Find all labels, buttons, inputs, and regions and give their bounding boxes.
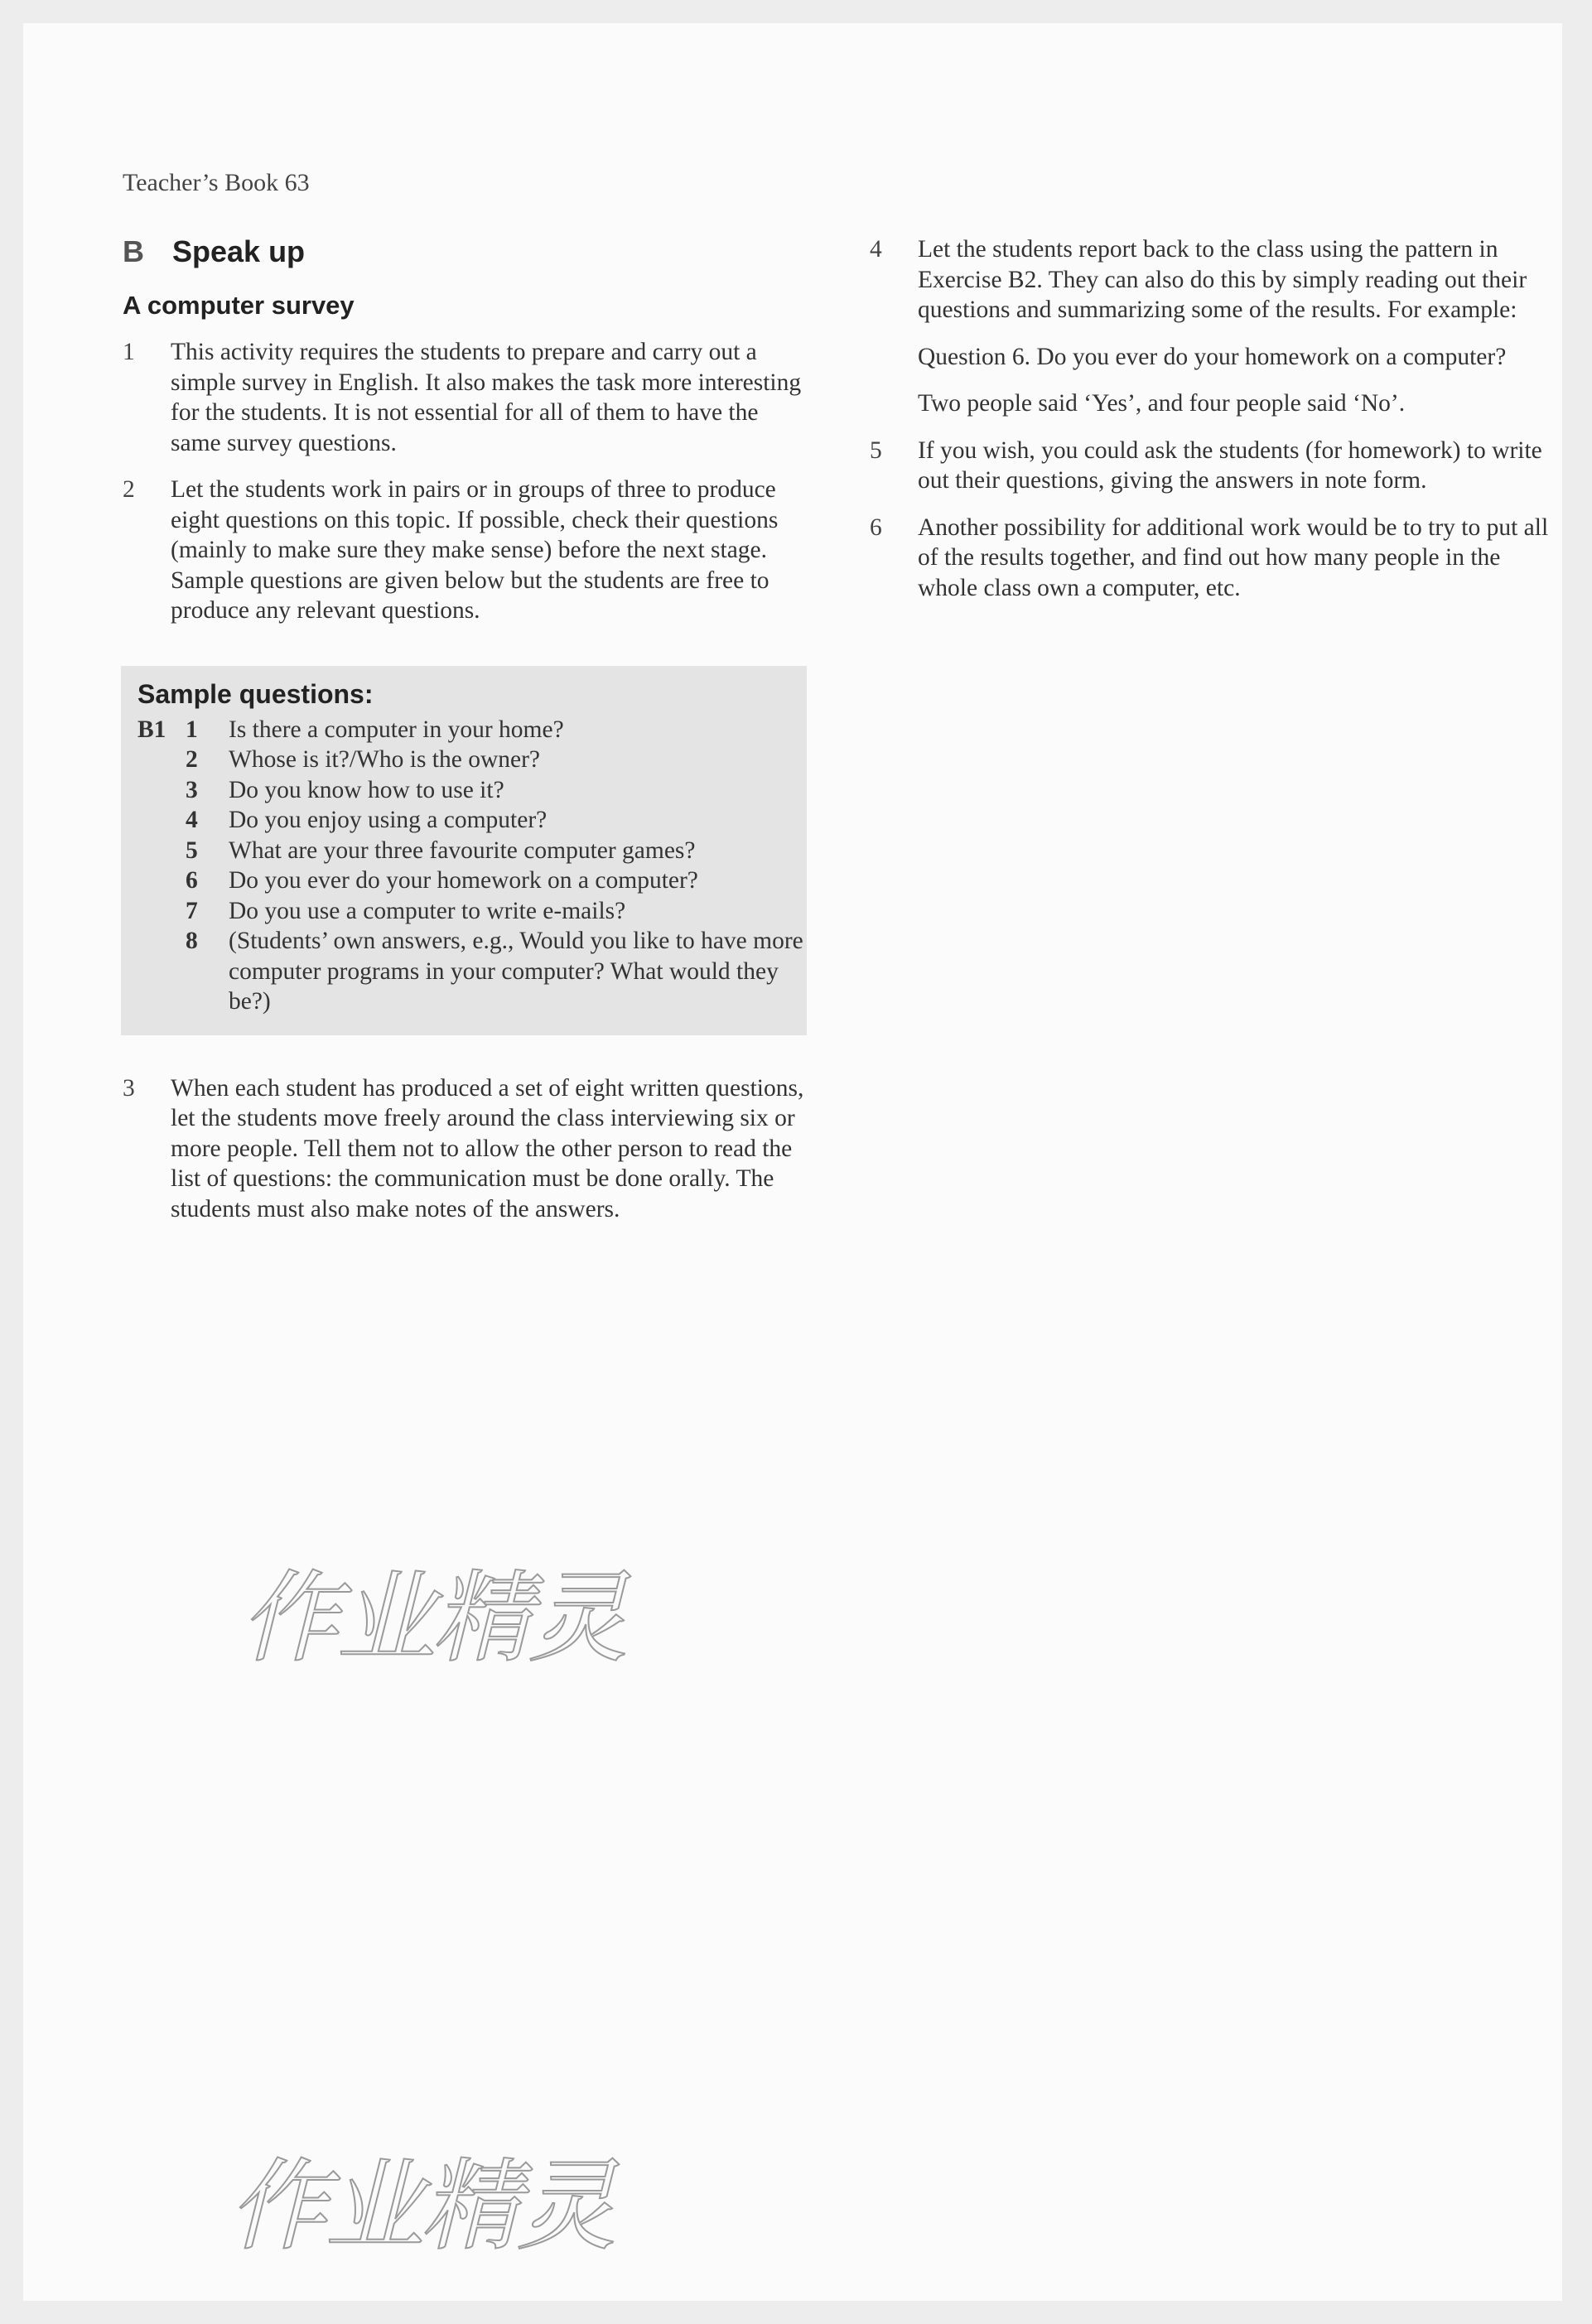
item-number: 6: [870, 513, 882, 541]
section-title: Speak up: [172, 234, 306, 268]
sample-title: Sample questions:: [137, 678, 374, 709]
item-text: Another possibility for additional work would be to try to put all of the results together, and find out how many people in the whole class own a computer, etc.: [918, 513, 1549, 601]
question-number: 7: [186, 897, 198, 924]
question-number: 1: [186, 716, 198, 743]
sample-question: [137, 745, 807, 775]
right-column: [870, 234, 1557, 620]
question-number: 3: [186, 776, 198, 803]
page: [23, 23, 1562, 2301]
section-letter: B: [123, 234, 144, 268]
question-text: Do you know how to use it?: [229, 776, 504, 803]
question-text: Do you use a computer to write e-mails?: [229, 897, 626, 924]
example-answer: Two people said ‘Yes’, and four people said ‘No’.: [918, 390, 1406, 417]
item-text: When each student has produced a set of eight written questions, let the students move freely around the class interviewing six or more people. Tell them not to allow the other person to read the list of questions: the communication must be done orally. The students must also make notes of the answers.: [171, 1074, 804, 1222]
question-number: 2: [186, 746, 198, 773]
sample-question: [137, 896, 807, 927]
list-item: [870, 234, 1557, 325]
list-item: [870, 513, 1557, 604]
list-item: [123, 1073, 810, 1225]
question-text: What are your three favourite computer games?: [229, 837, 696, 864]
section-heading: [123, 234, 810, 269]
list-item: [123, 337, 810, 458]
list-item: [123, 475, 810, 626]
item-number: 2: [123, 476, 135, 503]
sample-question: [137, 926, 807, 1017]
item-text: If you wish, you could ask the students (for homework) to write out their questions, giving the answers in note form.: [918, 436, 1542, 494]
item-number: 4: [870, 236, 882, 263]
sample-question: [137, 865, 807, 896]
sample-questions-box: [121, 666, 807, 1035]
exercise-label: B1: [137, 716, 166, 743]
question-text: Whose is it?/Who is the owner?: [229, 746, 541, 773]
watermark: 作业精灵: [240, 1561, 625, 1676]
example-question: Question 6. Do you ever do your homework on a computer?: [918, 343, 1507, 370]
watermark: 作业精灵: [229, 2149, 613, 2264]
sample-question: [137, 836, 807, 866]
item-number: 3: [123, 1074, 135, 1102]
item-number: 5: [870, 436, 882, 464]
sample-question: [137, 775, 807, 806]
question-text: Do you ever do your homework on a computer?: [229, 867, 698, 894]
subsection-title: A computer survey: [123, 291, 355, 320]
question-text: Is there a computer in your home?: [229, 716, 564, 743]
item-text: Let the students work in pairs or in groups of three to produce eight questions on this topic. If possible, check their questions (mainly to make sure they make sense) before the next stage. Sample questions are given below but the students are free to produce any relevant questions.: [171, 476, 779, 624]
item-number: 1: [123, 339, 135, 365]
question-number: 4: [186, 807, 198, 833]
sample-question: [137, 715, 807, 745]
list-item: [870, 436, 1557, 496]
question-number: 8: [186, 928, 198, 954]
question-number: 5: [186, 837, 198, 864]
question-number: 6: [186, 867, 198, 894]
question-text: Do you enjoy using a computer?: [229, 807, 548, 833]
left-column: [123, 234, 810, 1241]
running-header: Teacher’s Book 63: [123, 169, 310, 196]
sample-question: [137, 805, 807, 836]
question-text: (Students’ own answers, e.g., Would you like to have more computer programs in your computer? What would they be?): [229, 928, 803, 1015]
item-text: Let the students report back to the class using the pattern in Exercise B2. They can also do this by simply reading out their questions and summarizing some of the results. For example:: [918, 236, 1527, 323]
item-text: This activity requires the students to prepare and carry out a simple survey in English. It also makes the task more interesting for the students. It is not essential for all of them to have the same survey questions.: [171, 339, 802, 456]
